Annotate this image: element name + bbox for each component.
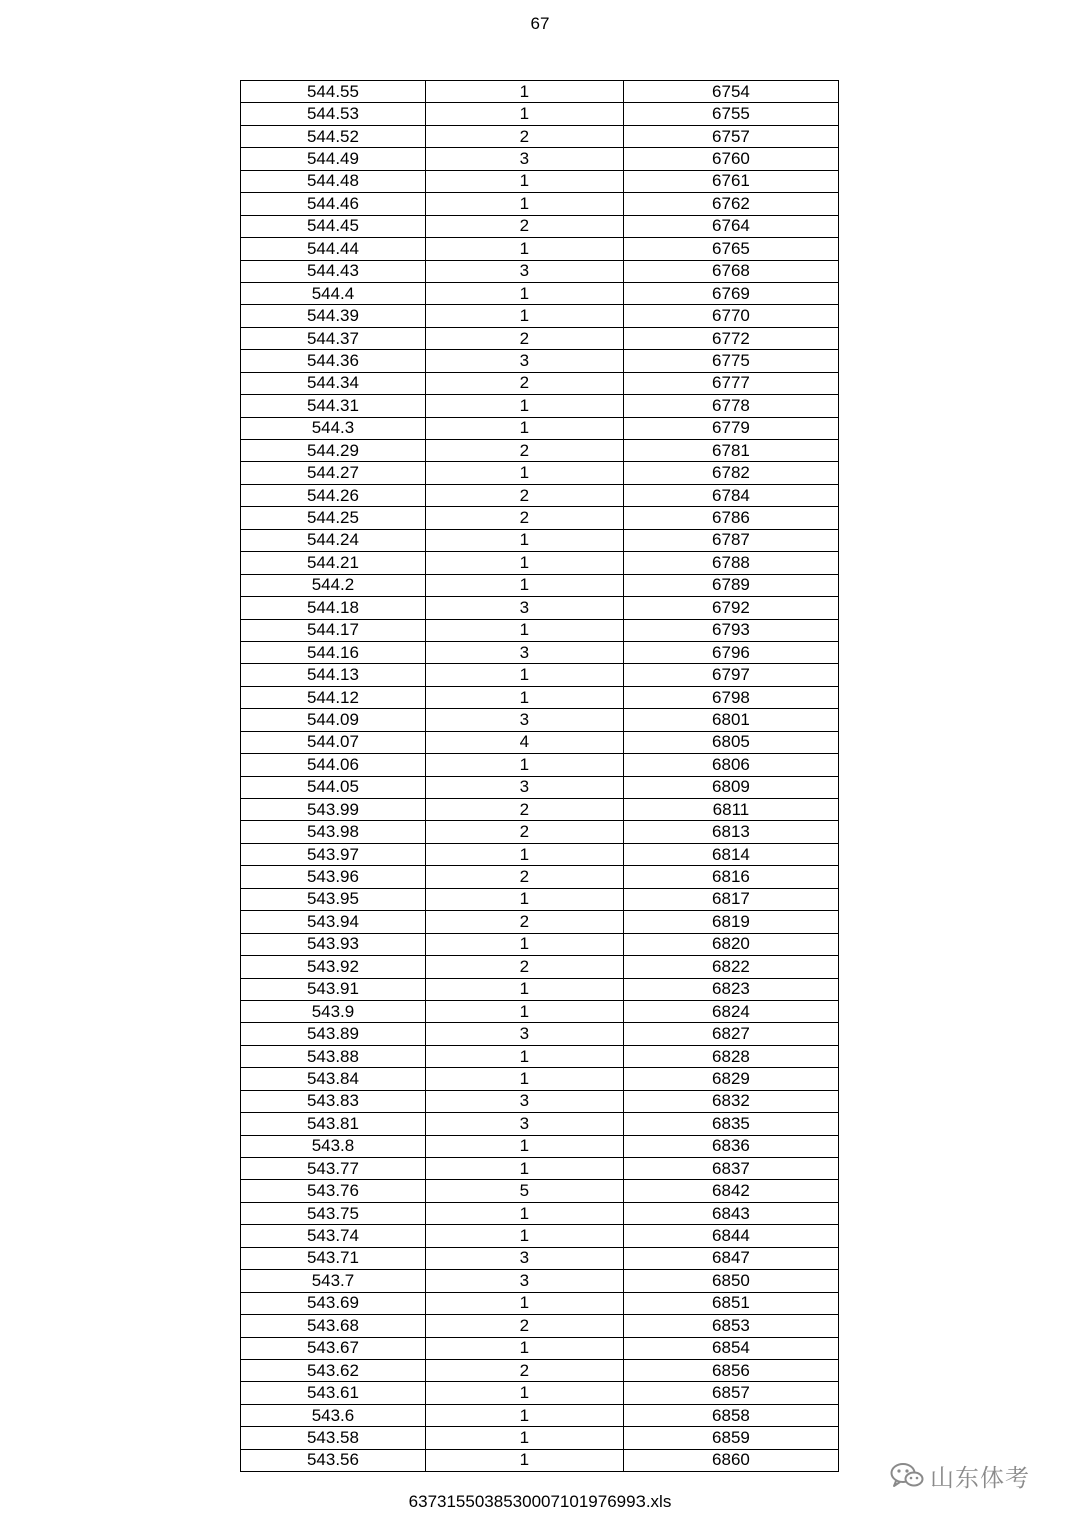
cell-score: 543.9: [241, 1000, 426, 1022]
cell-count: 1: [425, 193, 623, 215]
cell-score: 543.95: [241, 888, 426, 910]
cell-count: 1: [425, 843, 623, 865]
cell-count: 3: [425, 350, 623, 372]
table-row: [241, 574, 839, 596]
watermark: [890, 1458, 1030, 1493]
table-row: [241, 552, 839, 574]
cell-cumulative: 6775: [623, 350, 838, 372]
table-row: [241, 507, 839, 529]
cell-count: 3: [425, 597, 623, 619]
table-row: [241, 1337, 839, 1359]
cell-count: 1: [425, 462, 623, 484]
cell-count: 1: [425, 1158, 623, 1180]
cell-count: 1: [425, 1292, 623, 1314]
table-row: [241, 866, 839, 888]
cell-count: 1: [425, 170, 623, 192]
table-row: [241, 1292, 839, 1314]
cell-count: 3: [425, 641, 623, 663]
table-row: [241, 417, 839, 439]
cell-cumulative: 6828: [623, 1045, 838, 1067]
cell-count: 2: [425, 911, 623, 933]
cell-score: 544.2: [241, 574, 426, 596]
cell-cumulative: 6770: [623, 305, 838, 327]
cell-cumulative: 6859: [623, 1427, 838, 1449]
cell-score: 543.83: [241, 1090, 426, 1112]
cell-score: 544.17: [241, 619, 426, 641]
cell-score: 543.58: [241, 1427, 426, 1449]
table-row: [241, 238, 839, 260]
table-body: [241, 81, 839, 1472]
cell-count: 1: [425, 395, 623, 417]
cell-count: 1: [425, 1427, 623, 1449]
table-row: [241, 664, 839, 686]
cell-cumulative: 6842: [623, 1180, 838, 1202]
table-row: [241, 843, 839, 865]
table-row: [241, 350, 839, 372]
cell-count: 1: [425, 417, 623, 439]
cell-score: 543.69: [241, 1292, 426, 1314]
cell-count: 2: [425, 799, 623, 821]
cell-cumulative: 6768: [623, 260, 838, 282]
cell-count: 1: [425, 238, 623, 260]
table-row: [241, 776, 839, 798]
cell-count: 4: [425, 731, 623, 753]
cell-count: 2: [425, 327, 623, 349]
cell-cumulative: 6816: [623, 866, 838, 888]
cell-score: 543.94: [241, 911, 426, 933]
cell-score: 543.68: [241, 1315, 426, 1337]
cell-score: 544.45: [241, 215, 426, 237]
cell-cumulative: 6754: [623, 81, 838, 103]
cell-count: 1: [425, 574, 623, 596]
cell-score: 544.49: [241, 148, 426, 170]
cell-score: 543.74: [241, 1225, 426, 1247]
cell-cumulative: 6832: [623, 1090, 838, 1112]
table-row: [241, 1382, 839, 1404]
cell-cumulative: 6772: [623, 327, 838, 349]
cell-count: 5: [425, 1180, 623, 1202]
table-row: [241, 372, 839, 394]
cell-count: 1: [425, 1404, 623, 1426]
cell-score: 544.16: [241, 641, 426, 663]
cell-score: 544.13: [241, 664, 426, 686]
wechat-icon: [890, 1462, 924, 1490]
cell-score: 544.05: [241, 776, 426, 798]
cell-cumulative: 6824: [623, 1000, 838, 1022]
cell-count: 1: [425, 754, 623, 776]
cell-cumulative: 6792: [623, 597, 838, 619]
cell-score: 544.36: [241, 350, 426, 372]
cell-cumulative: 6823: [623, 978, 838, 1000]
table-row: [241, 1315, 839, 1337]
cell-score: 543.99: [241, 799, 426, 821]
table-row: [241, 1090, 839, 1112]
cell-count: 3: [425, 148, 623, 170]
cell-score: 544.46: [241, 193, 426, 215]
cell-cumulative: 6793: [623, 619, 838, 641]
cell-cumulative: 6757: [623, 125, 838, 147]
cell-score: 544.27: [241, 462, 426, 484]
cell-count: 1: [425, 529, 623, 551]
cell-score: 544.09: [241, 709, 426, 731]
table-row: [241, 305, 839, 327]
cell-cumulative: 6778: [623, 395, 838, 417]
cell-cumulative: 6798: [623, 686, 838, 708]
cell-cumulative: 6847: [623, 1247, 838, 1269]
cell-count: 1: [425, 1202, 623, 1224]
cell-cumulative: 6779: [623, 417, 838, 439]
table-row: [241, 799, 839, 821]
cell-score: 544.25: [241, 507, 426, 529]
cell-score: 544.29: [241, 440, 426, 462]
cell-cumulative: 6827: [623, 1023, 838, 1045]
table-row: [241, 81, 839, 103]
cell-cumulative: 6765: [623, 238, 838, 260]
cell-score: 544.43: [241, 260, 426, 282]
cell-count: 3: [425, 1247, 623, 1269]
cell-cumulative: 6761: [623, 170, 838, 192]
cell-score: 543.62: [241, 1359, 426, 1381]
table-row: [241, 395, 839, 417]
table-row: [241, 1202, 839, 1224]
cell-score: 543.98: [241, 821, 426, 843]
cell-score: 544.37: [241, 327, 426, 349]
cell-cumulative: 6814: [623, 843, 838, 865]
table-row: [241, 1180, 839, 1202]
table-row: [241, 1225, 839, 1247]
cell-count: 2: [425, 484, 623, 506]
cell-count: 1: [425, 552, 623, 574]
cell-count: 1: [425, 1337, 623, 1359]
cell-count: 2: [425, 956, 623, 978]
table-row: [241, 888, 839, 910]
table-row: [241, 821, 839, 843]
cell-count: 1: [425, 1068, 623, 1090]
cell-score: 544.18: [241, 597, 426, 619]
cell-count: 2: [425, 821, 623, 843]
cell-score: 543.89: [241, 1023, 426, 1045]
cell-count: 1: [425, 81, 623, 103]
cell-cumulative: 6788: [623, 552, 838, 574]
cell-cumulative: 6797: [623, 664, 838, 686]
table-row: [241, 911, 839, 933]
table-row: [241, 1068, 839, 1090]
cell-score: 544.52: [241, 125, 426, 147]
cell-count: 1: [425, 1449, 623, 1471]
cell-count: 3: [425, 1090, 623, 1112]
cell-score: 543.81: [241, 1113, 426, 1135]
table-row: [241, 125, 839, 147]
cell-count: 1: [425, 1000, 623, 1022]
table-row: [241, 215, 839, 237]
page-number: 67: [530, 14, 550, 33]
table-row: [241, 1247, 839, 1269]
cell-cumulative: 6843: [623, 1202, 838, 1224]
cell-count: 3: [425, 260, 623, 282]
cell-cumulative: 6813: [623, 821, 838, 843]
cell-cumulative: 6857: [623, 1382, 838, 1404]
watermark-text: 山东体考: [930, 1465, 1030, 1492]
cell-score: 544.24: [241, 529, 426, 551]
table-row: [241, 1045, 839, 1067]
table-row: [241, 1270, 839, 1292]
cell-score: 544.34: [241, 372, 426, 394]
cell-cumulative: 6786: [623, 507, 838, 529]
cell-count: 1: [425, 1225, 623, 1247]
cell-score: 543.75: [241, 1202, 426, 1224]
table-row: [241, 1158, 839, 1180]
cell-count: 1: [425, 1045, 623, 1067]
cell-count: 1: [425, 282, 623, 304]
cell-cumulative: 6820: [623, 933, 838, 955]
cell-count: 1: [425, 619, 623, 641]
table-row: [241, 1113, 839, 1135]
cell-count: 2: [425, 866, 623, 888]
cell-score: 544.12: [241, 686, 426, 708]
cell-count: 2: [425, 125, 623, 147]
cell-cumulative: 6854: [623, 1337, 838, 1359]
cell-count: 2: [425, 1315, 623, 1337]
cell-score: 544.3: [241, 417, 426, 439]
cell-score: 543.88: [241, 1045, 426, 1067]
table-row: [241, 641, 839, 663]
table-row: [241, 754, 839, 776]
cell-count: 3: [425, 1023, 623, 1045]
cell-cumulative: 6762: [623, 193, 838, 215]
cell-score: 543.6: [241, 1404, 426, 1426]
table-row: [241, 731, 839, 753]
cell-score: 543.7: [241, 1270, 426, 1292]
cell-score: 543.77: [241, 1158, 426, 1180]
table-row: [241, 440, 839, 462]
cell-score: 543.93: [241, 933, 426, 955]
cell-score: 543.61: [241, 1382, 426, 1404]
cell-score: 544.21: [241, 552, 426, 574]
cell-count: 2: [425, 1359, 623, 1381]
cell-score: 543.97: [241, 843, 426, 865]
cell-count: 3: [425, 1270, 623, 1292]
table-row: [241, 1359, 839, 1381]
cell-score: 543.56: [241, 1449, 426, 1471]
cell-count: 2: [425, 440, 623, 462]
cell-count: 1: [425, 664, 623, 686]
table-row: [241, 484, 839, 506]
cell-score: 544.39: [241, 305, 426, 327]
cell-score: 543.8: [241, 1135, 426, 1157]
cell-score: 544.48: [241, 170, 426, 192]
cell-score: 543.71: [241, 1247, 426, 1269]
table-row: [241, 1427, 839, 1449]
cell-cumulative: 6856: [623, 1359, 838, 1381]
cell-count: 1: [425, 103, 623, 125]
cell-count: 3: [425, 776, 623, 798]
cell-cumulative: 6777: [623, 372, 838, 394]
cell-cumulative: 6860: [623, 1449, 838, 1471]
cell-score: 544.53: [241, 103, 426, 125]
cell-cumulative: 6836: [623, 1135, 838, 1157]
table-row: [241, 709, 839, 731]
cell-count: 2: [425, 372, 623, 394]
table-row: [241, 1449, 839, 1471]
cell-count: 1: [425, 1382, 623, 1404]
table-row: [241, 103, 839, 125]
cell-cumulative: 6829: [623, 1068, 838, 1090]
table-row: [241, 686, 839, 708]
cell-cumulative: 6850: [623, 1270, 838, 1292]
cell-score: 543.91: [241, 978, 426, 1000]
cell-count: 3: [425, 1113, 623, 1135]
cell-count: 1: [425, 686, 623, 708]
cell-cumulative: 6851: [623, 1292, 838, 1314]
cell-score: 544.4: [241, 282, 426, 304]
table-row: [241, 282, 839, 304]
table-row: [241, 1135, 839, 1157]
cell-count: 1: [425, 978, 623, 1000]
cell-score: 544.44: [241, 238, 426, 260]
table-row: [241, 462, 839, 484]
cell-count: 1: [425, 933, 623, 955]
cell-score: 544.55: [241, 81, 426, 103]
cell-cumulative: 6837: [623, 1158, 838, 1180]
cell-cumulative: 6760: [623, 148, 838, 170]
cell-cumulative: 6764: [623, 215, 838, 237]
cell-cumulative: 6835: [623, 1113, 838, 1135]
cell-score: 543.92: [241, 956, 426, 978]
cell-cumulative: 6858: [623, 1404, 838, 1426]
cell-score: 543.96: [241, 866, 426, 888]
cell-count: 2: [425, 215, 623, 237]
table-row: [241, 1404, 839, 1426]
cell-cumulative: 6853: [623, 1315, 838, 1337]
cell-cumulative: 6801: [623, 709, 838, 731]
table-row: [241, 260, 839, 282]
table-row: [241, 170, 839, 192]
table-row: [241, 619, 839, 641]
cell-cumulative: 6819: [623, 911, 838, 933]
cell-cumulative: 6755: [623, 103, 838, 125]
cell-cumulative: 6781: [623, 440, 838, 462]
score-table: [240, 80, 839, 1472]
cell-cumulative: 6817: [623, 888, 838, 910]
cell-score: 544.06: [241, 754, 426, 776]
cell-cumulative: 6809: [623, 776, 838, 798]
cell-cumulative: 6844: [623, 1225, 838, 1247]
cell-cumulative: 6805: [623, 731, 838, 753]
cell-cumulative: 6796: [623, 641, 838, 663]
cell-cumulative: 6789: [623, 574, 838, 596]
cell-count: 1: [425, 305, 623, 327]
table-row: [241, 327, 839, 349]
table-row: [241, 529, 839, 551]
cell-count: 1: [425, 888, 623, 910]
cell-cumulative: 6787: [623, 529, 838, 551]
cell-cumulative: 6811: [623, 799, 838, 821]
cell-score: 543.76: [241, 1180, 426, 1202]
cell-count: 3: [425, 709, 623, 731]
cell-count: 2: [425, 507, 623, 529]
table-row: [241, 956, 839, 978]
table-row: [241, 1000, 839, 1022]
cell-score: 544.26: [241, 484, 426, 506]
table-row: [241, 933, 839, 955]
cell-score: 544.07: [241, 731, 426, 753]
footer-filename: 637315503853000710197699З.xls: [408, 1492, 672, 1511]
table-row: [241, 193, 839, 215]
cell-count: 1: [425, 1135, 623, 1157]
cell-cumulative: 6822: [623, 956, 838, 978]
table-row: [241, 978, 839, 1000]
cell-score: 543.84: [241, 1068, 426, 1090]
table-row: [241, 597, 839, 619]
cell-cumulative: 6784: [623, 484, 838, 506]
table-row: [241, 1023, 839, 1045]
cell-score: 544.31: [241, 395, 426, 417]
cell-cumulative: 6782: [623, 462, 838, 484]
table-row: [241, 148, 839, 170]
cell-score: 543.67: [241, 1337, 426, 1359]
cell-cumulative: 6806: [623, 754, 838, 776]
cell-cumulative: 6769: [623, 282, 838, 304]
